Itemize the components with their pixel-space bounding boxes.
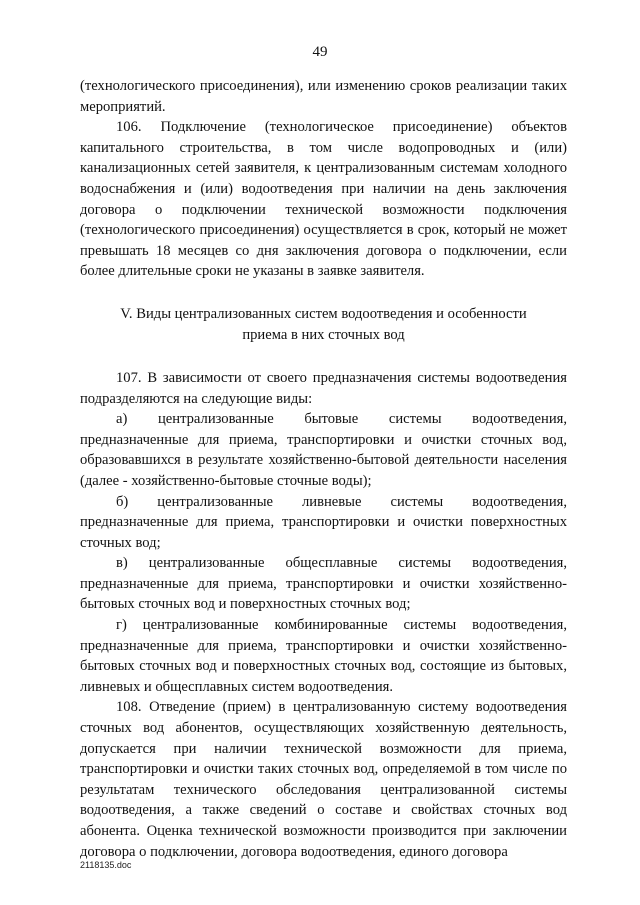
section-heading — [80, 304, 567, 346]
section-heading-line-1: V. Виды централизованных систем водоотведения и особенности — [120, 305, 527, 322]
paragraph-108: 108. Отведение (прием) в централизованную систему водоотведения сточных вод абонентов, осуществляющих хозяйственную деятельность, допускается при наличии технической возможности для приема, транспортировки и очистки таких сточных вод, определяемой в том числе по результатам технического обследования централизованной системы водоотведения, а также сведений о составе и свойствах сточных вод абонента. Оценка технической возможности производится при заключении договора о подключении, договора водоотведения, единого договора — [80, 699, 567, 860]
paragraph-106: 106. Подключение (технологическое присоединение) объектов капитального строительства, в том числе водопроводных и (или) канализационных сетей заявителя, к централизованным системам холодного водоснабжения и (или) водоотведения при наличии на день заключения договора о подключении технической возможности подключения (технологического присоединения) осуществляется в срок, который не может превышать 18 месяцев со дня заключения договора о подключении, если более длительные сроки не указаны в заявке заявителя. — [80, 119, 567, 280]
paragraph-107-b: б) централизованные ливневые системы водоотведения, предназначенные для приема, транспортировки и очистки поверхностных сточных вод; — [80, 493, 567, 551]
section-heading-line-2: приема в них сточных вод — [242, 326, 405, 343]
page-number: 49 — [312, 44, 328, 60]
paragraph-107: 107. В зависимости от своего предназначения системы водоотведения подразделяются на следующие виды: — [80, 369, 567, 407]
paragraph-107-g: г) централизованные комбинированные системы водоотведения, предназначенные для приема, транспортировки и очистки хозяйственно-бытовых сточных вод и поверхностных сточных вод, состоящие из бытовых, ливневых и общесплавных систем водоотведения. — [80, 617, 567, 695]
paragraph-107-v: в) централизованные общесплавные системы водоотведения, предназначенные для приема, транспортировки и очистки хозяйственно-бытовых сточных вод и поверхностных сточных вод; — [80, 555, 567, 613]
paragraph-107-a: а) централизованные бытовые системы водоотведения, предназначенные для приема, транспортировки и очистки сточных вод, образовавшихся в результате хозяйственно-бытовой деятельности населения (далее - хозяйственно-бытовые сточные воды); — [80, 411, 567, 489]
paragraph-continuation: (технологического присоединения), или изменению сроков реализации таких мероприятий. — [80, 78, 567, 115]
document-body — [80, 76, 567, 862]
document-filename: 2118135.doc — [80, 860, 132, 870]
